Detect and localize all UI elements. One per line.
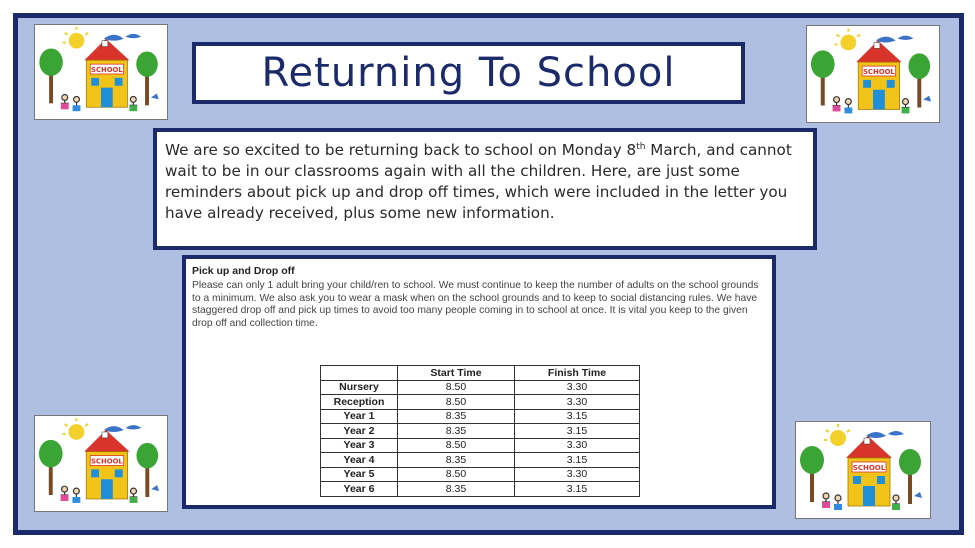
table-cell-year: Year 2	[321, 424, 398, 439]
table-header-empty	[321, 366, 398, 381]
table-cell-start: 8.50	[398, 467, 515, 482]
table-row	[321, 409, 640, 424]
table-cell-year: Year 1	[321, 409, 398, 424]
table-cell-finish: 3.30	[515, 380, 640, 395]
intro-text-end: March, and cannot wait to be in our classrooms again with all the children. Here, are just some reminders about pick up and drop off times, which were included in the letter you have already received, plus some new information.	[165, 141, 792, 223]
table-cell-year: Year 5	[321, 467, 398, 482]
table-cell-start: 8.50	[398, 395, 515, 410]
title-box	[192, 42, 745, 104]
table-row	[321, 438, 640, 453]
svg-text:SCHOOL: SCHOOL	[862, 68, 895, 76]
svg-text:SCHOOL: SCHOOL	[91, 66, 123, 74]
page-title: Returning To School	[261, 50, 676, 96]
school-house-icon	[806, 25, 940, 123]
table-cell-year: Year 6	[321, 482, 398, 497]
table-cell-year: Year 3	[321, 438, 398, 453]
table-row	[321, 395, 640, 410]
table-cell-finish: 3.30	[515, 467, 640, 482]
table-cell-finish: 3.30	[515, 438, 640, 453]
table-cell-finish: 3.15	[515, 453, 640, 468]
school-house-icon	[34, 24, 168, 120]
letter-body: Please can only 1 adult bring your child/ren to school. We must continue to keep the number of adults on the school grounds to a minimum. We also ask you to wear a mask when on the school grounds and to keep to social distancing rules. We have staggered drop off and pick up times to avoid too many people coming in to school at once. It is vital you keep to the given drop off and collection time.	[192, 280, 759, 329]
table-cell-year: Nursery	[321, 380, 398, 395]
letter-heading: Pick up and Drop off	[192, 265, 295, 277]
table-header-finish: Finish Time	[515, 366, 640, 381]
table-row	[321, 482, 640, 497]
table-cell-year: Year 4	[321, 453, 398, 468]
table-cell-start: 8.35	[398, 424, 515, 439]
table-cell-start: 8.35	[398, 453, 515, 468]
table-cell-start: 8.35	[398, 482, 515, 497]
svg-text:SCHOOL: SCHOOL	[90, 457, 123, 466]
letter-excerpt	[182, 255, 776, 509]
table-row	[321, 453, 640, 468]
table-cell-start: 8.50	[398, 438, 515, 453]
table-header-start: Start Time	[398, 366, 515, 381]
table-cell-finish: 3.30	[515, 395, 640, 410]
times-table	[320, 365, 640, 497]
intro-box	[153, 128, 817, 250]
table-row	[321, 467, 640, 482]
table-row	[321, 424, 640, 439]
table-cell-year: Reception	[321, 395, 398, 410]
table-row	[321, 380, 640, 395]
table-cell-start: 8.50	[398, 380, 515, 395]
school-house-icon	[34, 415, 168, 512]
table-cell-finish: 3.15	[515, 424, 640, 439]
school-house-icon	[795, 421, 931, 519]
table-cell-finish: 3.15	[515, 482, 640, 497]
table-cell-finish: 3.15	[515, 409, 640, 424]
table-cell-start: 8.35	[398, 409, 515, 424]
intro-text-start: We are so excited to be returning back to school on Monday 8	[165, 141, 637, 160]
svg-text:SCHOOL: SCHOOL	[852, 464, 886, 472]
table-header-row	[321, 366, 640, 381]
intro-sup: th	[636, 142, 646, 152]
